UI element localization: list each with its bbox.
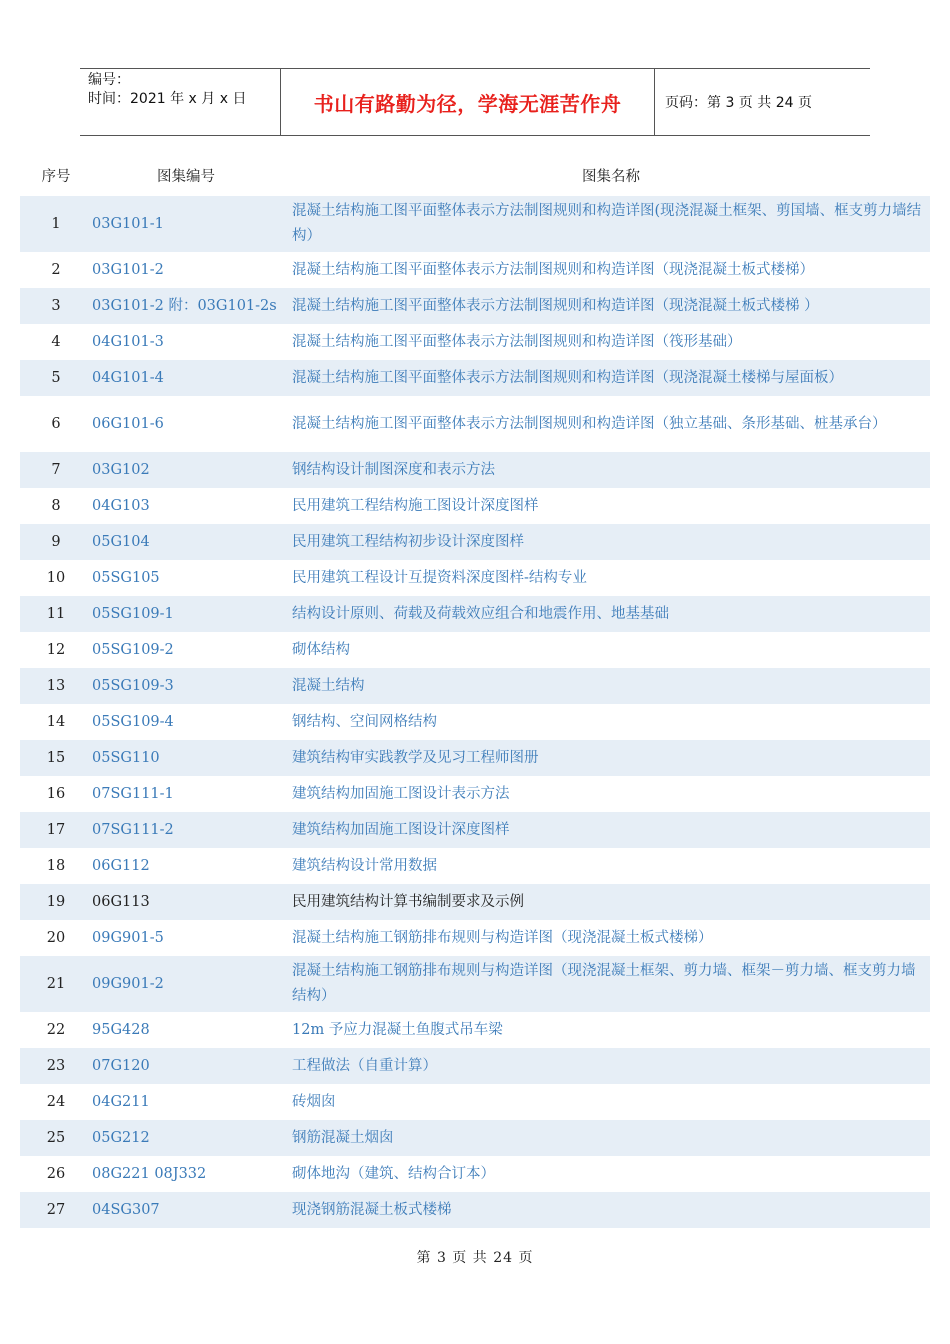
cell-number: 4 bbox=[51, 333, 61, 350]
table-row bbox=[20, 324, 930, 360]
table-row bbox=[20, 1012, 930, 1048]
cell-number: 23 bbox=[46, 1057, 66, 1074]
table-row bbox=[20, 288, 930, 324]
cell-code: 05G104 bbox=[92, 533, 150, 550]
cell-code: 06G112 bbox=[92, 857, 150, 874]
cell-number: 26 bbox=[46, 1165, 66, 1182]
cell-name: 混凝土结构 bbox=[292, 677, 365, 694]
cell-name: 混凝土结构施工图平面整体表示方法制图规则和构造详图（独立基础、条形基础、桩基承台） bbox=[292, 415, 887, 432]
table-row bbox=[20, 740, 930, 776]
atlas-table bbox=[20, 158, 930, 1228]
table-row bbox=[20, 396, 930, 452]
cell-number: 16 bbox=[46, 785, 66, 802]
table-row bbox=[20, 668, 930, 704]
cell-name: 12m 予应力混凝土鱼腹式吊车梁 bbox=[292, 1021, 503, 1038]
cell-code: 03G101-2 附：03G101-2s bbox=[92, 297, 277, 314]
header-page-number: 页码：第 3 页 共 24 页 bbox=[665, 95, 812, 111]
cell-code: 04G101-3 bbox=[92, 333, 164, 350]
cell-name: 民用建筑工程设计互提资料深度图样-结构专业 bbox=[292, 569, 587, 586]
cell-name: 砌体结构 bbox=[292, 641, 350, 658]
table-row bbox=[20, 884, 930, 920]
table-row bbox=[20, 452, 930, 488]
cell-code: 04SG307 bbox=[92, 1201, 160, 1218]
cell-number: 15 bbox=[46, 749, 66, 766]
cell-number: 8 bbox=[51, 497, 61, 514]
cell-code: 04G103 bbox=[92, 497, 150, 514]
table-row bbox=[20, 1192, 930, 1228]
table-row bbox=[20, 812, 930, 848]
cell-name: 民用建筑工程结构初步设计深度图样 bbox=[292, 533, 524, 550]
cell-number: 11 bbox=[46, 605, 66, 622]
table-body bbox=[20, 196, 930, 1228]
cell-code: 03G101-2 bbox=[92, 261, 164, 278]
cell-code: 07G120 bbox=[92, 1057, 150, 1074]
cell-name: 混凝土结构施工图平面整体表示方法制图规则和构造详图（现浇混凝土板式楼梯 ） bbox=[292, 297, 819, 314]
cell-code: 04G211 bbox=[92, 1093, 150, 1110]
cell-code: 05SG109-4 bbox=[92, 713, 174, 730]
cell-code: 05G212 bbox=[92, 1129, 150, 1146]
cell-code: 03G102 bbox=[92, 461, 150, 478]
header-number: 编号： bbox=[88, 72, 130, 88]
column-header-name: 图集名称 bbox=[582, 168, 640, 185]
cell-name: 混凝土结构施工图平面整体表示方法制图规则和构造详图（筏形基础） bbox=[292, 333, 742, 350]
cell-number: 1 bbox=[51, 215, 61, 232]
cell-number: 27 bbox=[46, 1201, 66, 1218]
cell-code: 08G221 08J332 bbox=[92, 1165, 207, 1182]
cell-number: 25 bbox=[46, 1129, 66, 1146]
cell-number: 6 bbox=[51, 415, 61, 432]
cell-number: 12 bbox=[46, 641, 66, 658]
cell-name: 建筑结构设计常用数据 bbox=[292, 857, 437, 874]
cell-name: 现浇钢筋混凝土板式楼梯 bbox=[292, 1201, 452, 1218]
table-row bbox=[20, 920, 930, 956]
cell-name: 建筑结构加固施工图设计表示方法 bbox=[292, 785, 510, 802]
table-row bbox=[20, 596, 930, 632]
page-footer: 第 3 页 共 24 页 bbox=[416, 1250, 534, 1266]
table-row bbox=[20, 524, 930, 560]
cell-number: 2 bbox=[51, 261, 61, 278]
cell-code: 04G101-4 bbox=[92, 369, 164, 386]
cell-code: 09G901-5 bbox=[92, 929, 164, 946]
column-header-code: 图集编号 bbox=[157, 168, 215, 185]
table-row bbox=[20, 560, 930, 596]
cell-name: 钢结构设计制图深度和表示方法 bbox=[292, 461, 495, 478]
header-meta bbox=[80, 69, 281, 135]
cell-name: 砖烟囱 bbox=[292, 1093, 336, 1110]
table-row bbox=[20, 704, 930, 740]
table-row bbox=[20, 488, 930, 524]
cell-code: 09G901-2 bbox=[92, 975, 164, 992]
table-row bbox=[20, 776, 930, 812]
cell-name: 民用建筑工程结构施工图设计深度图样 bbox=[292, 497, 539, 514]
cell-number: 7 bbox=[51, 461, 61, 478]
table-row bbox=[20, 360, 930, 396]
cell-number: 19 bbox=[46, 893, 66, 910]
cell-name: 砌体地沟（建筑、结构合订本） bbox=[292, 1165, 495, 1182]
cell-code: 07SG111-1 bbox=[92, 785, 174, 802]
cell-code: 05SG105 bbox=[92, 569, 160, 586]
cell-name: 结构设计原则、荷载及荷载效应组合和地震作用、地基基础 bbox=[292, 605, 669, 622]
table-row bbox=[20, 632, 930, 668]
table-header-row bbox=[20, 158, 930, 196]
document-header bbox=[80, 68, 870, 136]
cell-name: 混凝土结构施工图平面整体表示方法制图规则和构造详图（现浇混凝土板式楼梯） bbox=[292, 261, 814, 278]
cell-code: 95G428 bbox=[92, 1021, 150, 1038]
column-header-number: 序号 bbox=[41, 168, 71, 185]
cell-number: 24 bbox=[46, 1093, 66, 1110]
cell-number: 21 bbox=[46, 975, 66, 992]
cell-name: 混凝土结构施工图平面整体表示方法制图规则和构造详图(现浇混凝土框架、剪国墙、框支剪力墙结构） bbox=[292, 203, 922, 244]
cell-name: 钢筋混凝土烟囱 bbox=[292, 1129, 394, 1146]
cell-code: 06G113 bbox=[92, 893, 150, 910]
cell-name: 钢结构、空间网格结构 bbox=[292, 713, 437, 730]
table-row bbox=[20, 956, 930, 1012]
cell-code: 03G101-1 bbox=[92, 215, 164, 232]
cell-number: 13 bbox=[46, 677, 66, 694]
cell-name: 建筑结构加固施工图设计深度图样 bbox=[292, 821, 510, 838]
cell-code: 05SG109-2 bbox=[92, 641, 174, 658]
cell-code: 05SG110 bbox=[92, 749, 160, 766]
cell-number: 3 bbox=[51, 297, 61, 314]
cell-name: 民用建筑结构计算书编制要求及示例 bbox=[292, 893, 524, 910]
cell-code: 05SG109-3 bbox=[92, 677, 174, 694]
cell-number: 5 bbox=[51, 369, 61, 386]
cell-number: 14 bbox=[46, 713, 66, 730]
table-row bbox=[20, 196, 930, 252]
cell-number: 22 bbox=[46, 1021, 66, 1038]
cell-name: 混凝土结构施工钢筋排布规则与构造详图（现浇混凝土框架、剪力墙、框架－剪力墙、框支剪力墙结构） bbox=[292, 963, 916, 1004]
cell-code: 05SG109-1 bbox=[92, 605, 174, 622]
cell-code: 06G101-6 bbox=[92, 415, 164, 432]
table-row bbox=[20, 1084, 930, 1120]
header-time: 时间：2021 年 x 月 x 日 bbox=[88, 91, 247, 107]
table-row bbox=[20, 1120, 930, 1156]
cell-name: 建筑结构审实践教学及见习工程师图册 bbox=[292, 749, 539, 766]
cell-name: 混凝土结构施工图平面整体表示方法制图规则和构造详图（现浇混凝土楼梯与屋面板） bbox=[292, 369, 843, 386]
cell-number: 17 bbox=[46, 821, 66, 838]
cell-number: 18 bbox=[46, 857, 66, 874]
table-row bbox=[20, 1048, 930, 1084]
cell-code: 07SG111-2 bbox=[92, 821, 174, 838]
cell-number: 20 bbox=[46, 929, 66, 946]
table-row bbox=[20, 252, 930, 288]
cell-name: 工程做法（自重计算） bbox=[292, 1057, 437, 1074]
header-motto: 书山有路勤为径，学海无涯苦作舟 bbox=[281, 69, 655, 135]
table-row bbox=[20, 1156, 930, 1192]
cell-number: 9 bbox=[51, 533, 61, 550]
cell-name: 混凝土结构施工钢筋排布规则与构造详图（现浇混凝土板式楼梯） bbox=[292, 929, 713, 946]
cell-number: 10 bbox=[46, 569, 66, 586]
table-row bbox=[20, 848, 930, 884]
